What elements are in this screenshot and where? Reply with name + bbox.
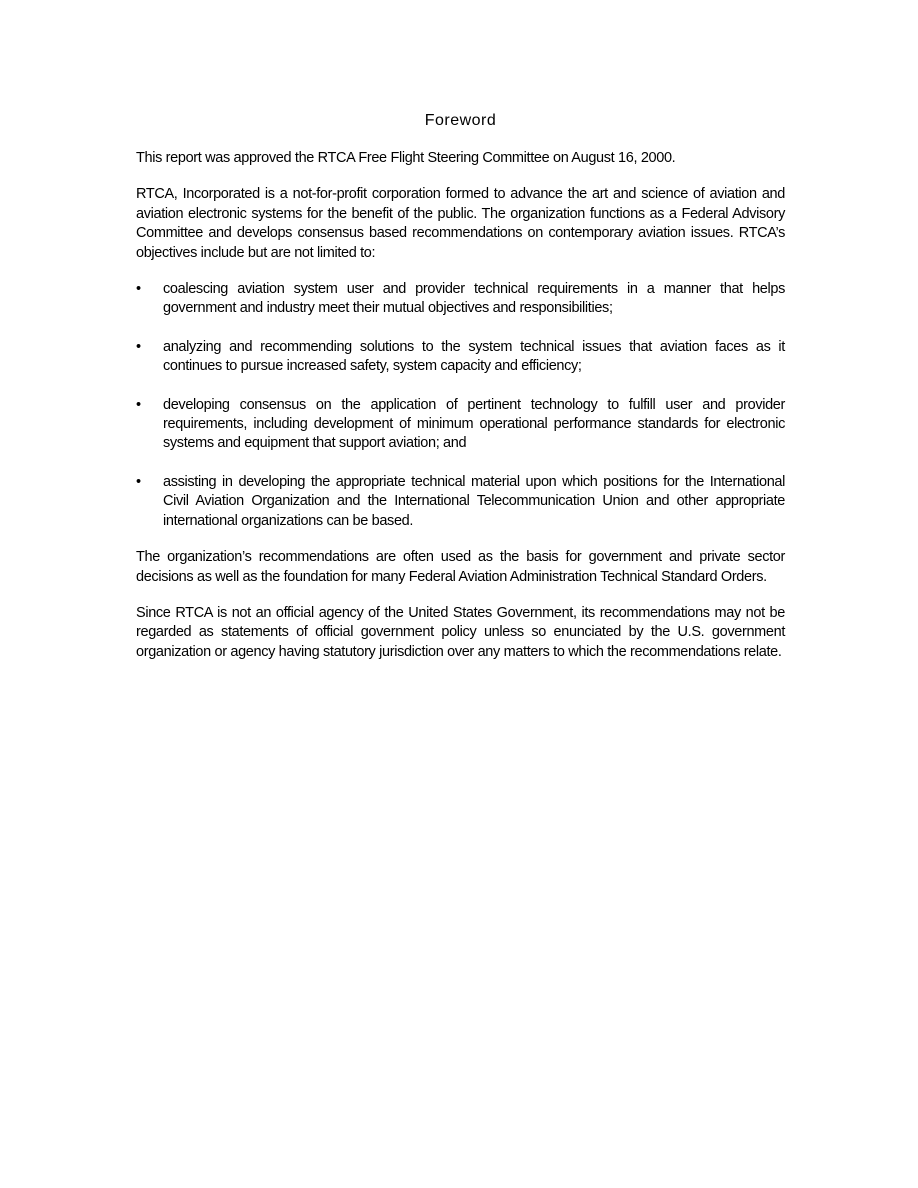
- objective-text: developing consensus on the application of pertinent technology to fulfill user and provider requirements, including development of minimum operational performance standards for electronic systems and equipment that support aviation; and: [163, 396, 785, 452]
- approval-paragraph: This report was approved the RTCA Free Flight Steering Committee on August 16, 2000.: [136, 150, 676, 166]
- objectives-list: [136, 280, 785, 531]
- document-page: [136, 112, 785, 679]
- bullet-icon: •: [136, 281, 141, 298]
- recommendations-use-paragraph: The organization’s recommendations are often used as the basis for government and private sector decisions as well as the foundation for many Federal Aviation Administration Technical Standard Orders.: [136, 549, 785, 585]
- bullet-icon: •: [136, 473, 141, 490]
- page-title: Foreword: [424, 112, 497, 129]
- list-item: [136, 338, 785, 377]
- list-item: [136, 473, 785, 531]
- objective-text: analyzing and recommending solutions to the system technical issues that aviation faces as it continues to pursue increased safety, system capacity and efficiency;: [163, 338, 785, 375]
- list-item: [136, 396, 785, 454]
- bullet-icon: •: [136, 396, 141, 413]
- disclaimer-paragraph: Since RTCA is not an official agency of the United States Government, its recommendations may not be regarded as statements of official government policy unless so enunciated by the U.S. government organization or agency having statutory jurisdiction over any matters to which the recommendations relate.: [136, 604, 785, 660]
- objective-text: assisting in developing the appropriate technical material upon which positions for the International Civil Aviation Organization and the International Telecommunication Union and other appropriate international organizations can be based.: [163, 473, 785, 529]
- list-item: [136, 280, 785, 319]
- intro-paragraph: RTCA, Incorporated is a not-for-profit corporation formed to advance the art and science of aviation and aviation electronic systems for the benefit of the public. The organization functions as a Federal Advisory Committee and develops consensus based recommendations on contemporary aviation issues. RTCA’s objectives include but are not limited to:: [136, 186, 785, 261]
- bullet-icon: •: [136, 338, 141, 355]
- objective-text: coalescing aviation system user and provider technical requirements in a manner that helps government and industry meet their mutual objectives and responsibilities;: [163, 281, 785, 317]
